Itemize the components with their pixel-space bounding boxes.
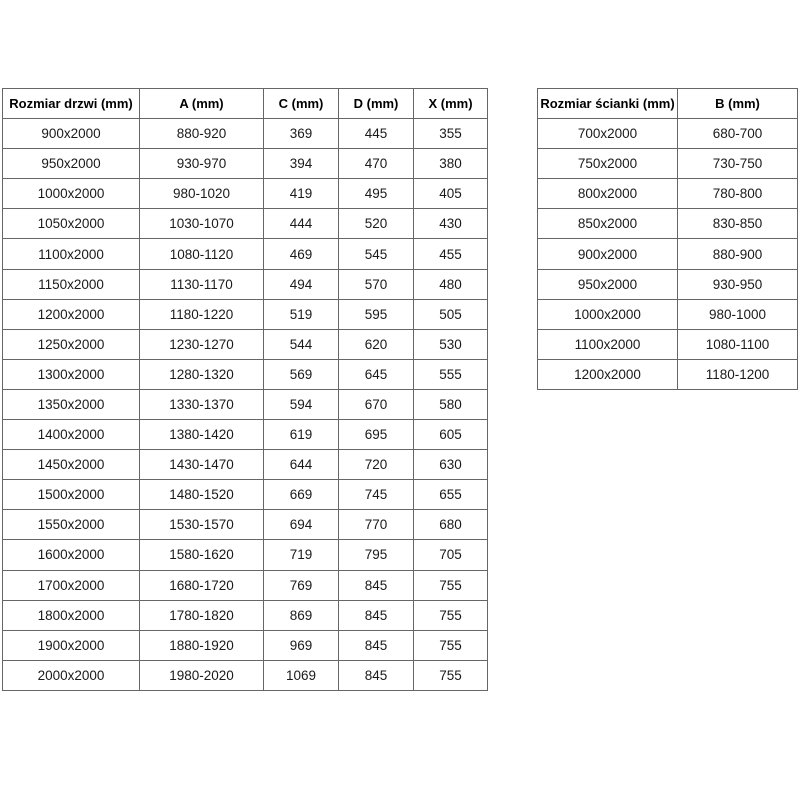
- table-cell: 380: [414, 149, 488, 179]
- table-cell: 770: [339, 510, 414, 540]
- table-cell: 1980-2020: [140, 660, 264, 690]
- table-cell: 419: [264, 179, 339, 209]
- table-cell: 1150x2000: [3, 269, 140, 299]
- table-cell: 645: [339, 359, 414, 389]
- table-cell: 1580-1620: [140, 540, 264, 570]
- table-cell: 619: [264, 420, 339, 450]
- table-row: [3, 420, 488, 450]
- table-row: [3, 149, 488, 179]
- header-row: [3, 89, 488, 119]
- wall-table-header: [538, 89, 798, 119]
- table-cell: 869: [264, 600, 339, 630]
- table-cell: 1880-1920: [140, 630, 264, 660]
- table-cell: 669: [264, 480, 339, 510]
- table-cell: 455: [414, 239, 488, 269]
- table-cell: 980-1020: [140, 179, 264, 209]
- table-cell: 795: [339, 540, 414, 570]
- table-cell: 1250x2000: [3, 329, 140, 359]
- table-row: [3, 450, 488, 480]
- table-cell: 1200x2000: [538, 359, 678, 389]
- table-cell: 755: [414, 630, 488, 660]
- table-cell: 355: [414, 119, 488, 149]
- table-cell: 880-920: [140, 119, 264, 149]
- table-cell: 1430-1470: [140, 450, 264, 480]
- table-cell: 1130-1170: [140, 269, 264, 299]
- table-cell: 405: [414, 179, 488, 209]
- table-row: [3, 299, 488, 329]
- table-row: [3, 480, 488, 510]
- table-row: [538, 149, 798, 179]
- table-cell: 530: [414, 329, 488, 359]
- table-cell: 695: [339, 420, 414, 450]
- table-cell: 1530-1570: [140, 510, 264, 540]
- table-cell: 969: [264, 630, 339, 660]
- table-cell: 720: [339, 450, 414, 480]
- table-cell: 980-1000: [678, 299, 798, 329]
- table-row: [3, 269, 488, 299]
- table-cell: 445: [339, 119, 414, 149]
- table-cell: 845: [339, 630, 414, 660]
- table-cell: 1450x2000: [3, 450, 140, 480]
- table-cell: 1700x2000: [3, 570, 140, 600]
- table-cell: 680: [414, 510, 488, 540]
- table-cell: 880-900: [678, 239, 798, 269]
- column-header: C (mm): [264, 89, 339, 119]
- table-cell: 1500x2000: [3, 480, 140, 510]
- table-cell: 900x2000: [538, 239, 678, 269]
- table-cell: 470: [339, 149, 414, 179]
- table-cell: 545: [339, 239, 414, 269]
- table-cell: 1100x2000: [538, 329, 678, 359]
- table-cell: 394: [264, 149, 339, 179]
- wall-table-body: [538, 119, 798, 390]
- column-header: B (mm): [678, 89, 798, 119]
- table-cell: 620: [339, 329, 414, 359]
- table-row: [3, 239, 488, 269]
- table-cell: 655: [414, 480, 488, 510]
- table-cell: 1100x2000: [3, 239, 140, 269]
- column-header: Rozmiar ścianki (mm): [538, 89, 678, 119]
- table-cell: 555: [414, 359, 488, 389]
- table-cell: 1400x2000: [3, 420, 140, 450]
- table-row: [3, 359, 488, 389]
- column-header: A (mm): [140, 89, 264, 119]
- table-row: [3, 630, 488, 660]
- table-row: [538, 239, 798, 269]
- table-row: [3, 660, 488, 690]
- table-row: [3, 119, 488, 149]
- table-row: [3, 540, 488, 570]
- table-cell: 369: [264, 119, 339, 149]
- table-cell: 845: [339, 570, 414, 600]
- table-cell: 1069: [264, 660, 339, 690]
- table-cell: 569: [264, 359, 339, 389]
- table-cell: 505: [414, 299, 488, 329]
- column-header: Rozmiar drzwi (mm): [3, 89, 140, 119]
- table-cell: 1230-1270: [140, 329, 264, 359]
- table-cell: 1680-1720: [140, 570, 264, 600]
- table-cell: 705: [414, 540, 488, 570]
- table-cell: 700x2000: [538, 119, 678, 149]
- table-cell: 494: [264, 269, 339, 299]
- table-cell: 800x2000: [538, 179, 678, 209]
- table-cell: 900x2000: [3, 119, 140, 149]
- table-row: [538, 209, 798, 239]
- table-cell: 480: [414, 269, 488, 299]
- table-cell: 845: [339, 600, 414, 630]
- table-row: [3, 389, 488, 419]
- table-cell: 780-800: [678, 179, 798, 209]
- table-cell: 1280-1320: [140, 359, 264, 389]
- table-row: [3, 570, 488, 600]
- table-cell: 845: [339, 660, 414, 690]
- table-cell: 1330-1370: [140, 389, 264, 419]
- table-cell: 830-850: [678, 209, 798, 239]
- table-row: [3, 600, 488, 630]
- table-cell: 1080-1100: [678, 329, 798, 359]
- table-row: [538, 359, 798, 389]
- table-cell: 1480-1520: [140, 480, 264, 510]
- table-cell: 595: [339, 299, 414, 329]
- table-cell: 605: [414, 420, 488, 450]
- table-cell: 430: [414, 209, 488, 239]
- table-row: [538, 179, 798, 209]
- table-cell: 1550x2000: [3, 510, 140, 540]
- table-cell: 1800x2000: [3, 600, 140, 630]
- table-cell: 694: [264, 510, 339, 540]
- table-cell: 850x2000: [538, 209, 678, 239]
- table-row: [538, 119, 798, 149]
- table-cell: 680-700: [678, 119, 798, 149]
- table-cell: 469: [264, 239, 339, 269]
- table-cell: 930-950: [678, 269, 798, 299]
- table-cell: 750x2000: [538, 149, 678, 179]
- table-cell: 755: [414, 600, 488, 630]
- table-cell: 644: [264, 450, 339, 480]
- table-cell: 1300x2000: [3, 359, 140, 389]
- table-cell: 1000x2000: [3, 179, 140, 209]
- column-header: D (mm): [339, 89, 414, 119]
- table-cell: 1900x2000: [3, 630, 140, 660]
- header-row: [538, 89, 798, 119]
- table-cell: 1350x2000: [3, 389, 140, 419]
- table-row: [3, 510, 488, 540]
- table-cell: 1180-1200: [678, 359, 798, 389]
- table-cell: 1030-1070: [140, 209, 264, 239]
- table-cell: 570: [339, 269, 414, 299]
- table-cell: 1600x2000: [3, 540, 140, 570]
- door-table-body: [3, 119, 488, 691]
- table-cell: 1080-1120: [140, 239, 264, 269]
- table-row: [538, 299, 798, 329]
- table-cell: 520: [339, 209, 414, 239]
- table-cell: 719: [264, 540, 339, 570]
- table-cell: 1000x2000: [538, 299, 678, 329]
- table-cell: 580: [414, 389, 488, 419]
- table-cell: 745: [339, 480, 414, 510]
- table-cell: 670: [339, 389, 414, 419]
- table-row: [538, 269, 798, 299]
- table-cell: 769: [264, 570, 339, 600]
- table-cell: 1780-1820: [140, 600, 264, 630]
- table-cell: 544: [264, 329, 339, 359]
- table-cell: 950x2000: [538, 269, 678, 299]
- door-table-header: [3, 89, 488, 119]
- table-row: [3, 329, 488, 359]
- table-cell: 630: [414, 450, 488, 480]
- table-cell: 2000x2000: [3, 660, 140, 690]
- table-row: [3, 179, 488, 209]
- column-header: X (mm): [414, 89, 488, 119]
- table-cell: 1050x2000: [3, 209, 140, 239]
- table-cell: 730-750: [678, 149, 798, 179]
- table-cell: 495: [339, 179, 414, 209]
- table-cell: 444: [264, 209, 339, 239]
- table-row: [3, 209, 488, 239]
- table-cell: 755: [414, 570, 488, 600]
- table-cell: 594: [264, 389, 339, 419]
- table-cell: 1380-1420: [140, 420, 264, 450]
- table-cell: 1180-1220: [140, 299, 264, 329]
- table-cell: 930-970: [140, 149, 264, 179]
- table-cell: 1200x2000: [3, 299, 140, 329]
- table-row: [538, 329, 798, 359]
- table-cell: 950x2000: [3, 149, 140, 179]
- table-cell: 755: [414, 660, 488, 690]
- wall-panel-sizes-table: [537, 88, 798, 390]
- table-cell: 519: [264, 299, 339, 329]
- door-sizes-table: [2, 88, 488, 691]
